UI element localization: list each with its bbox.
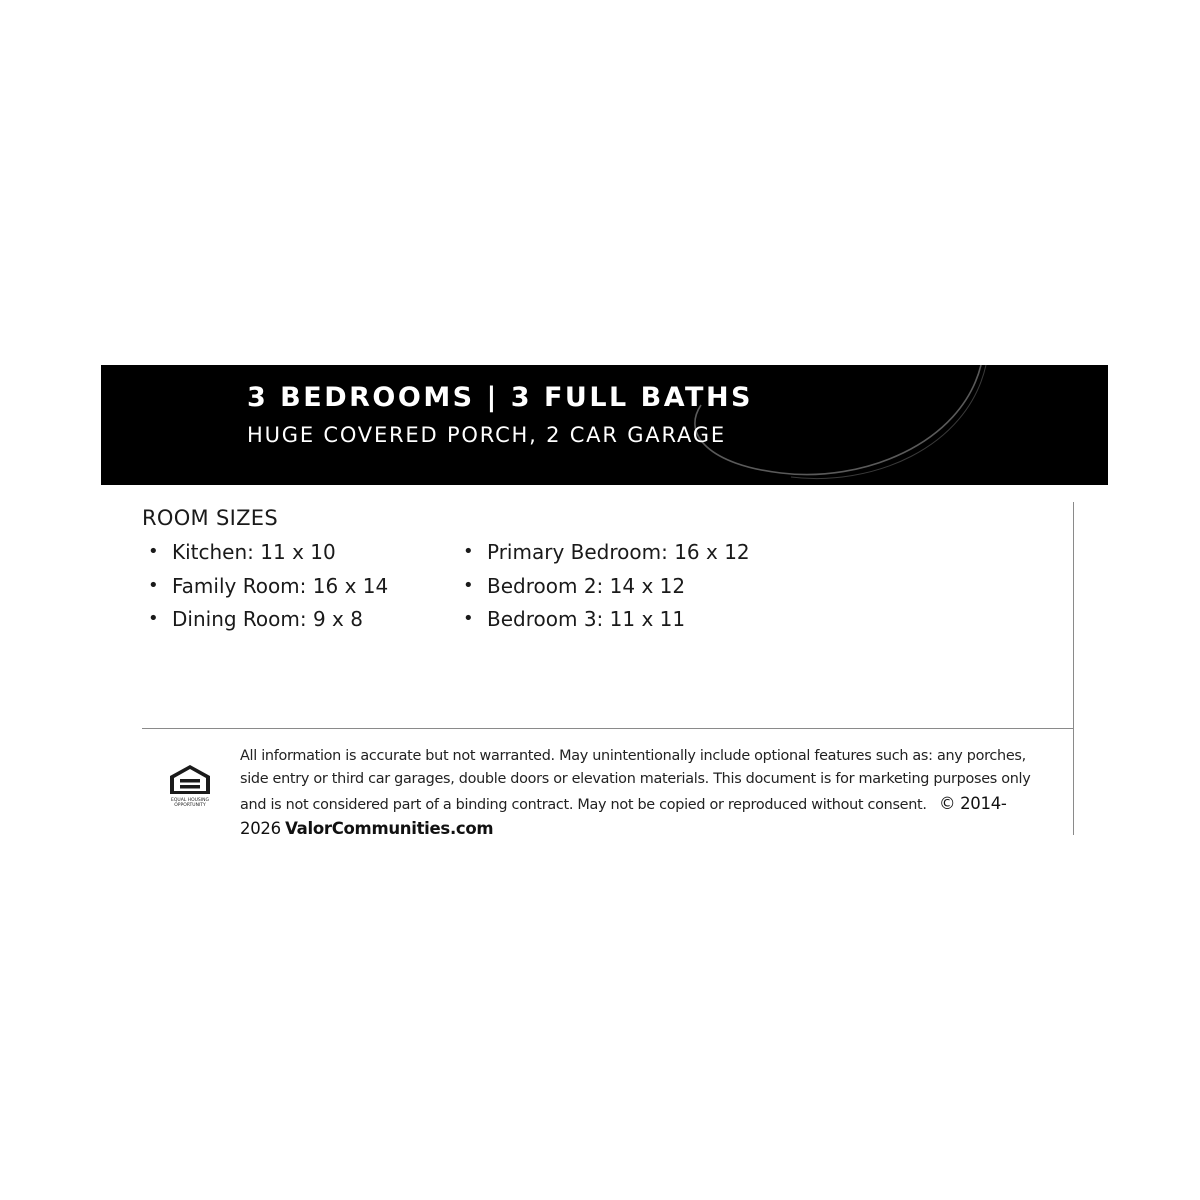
list-item: [148, 605, 388, 639]
bullet-icon: •: [148, 541, 159, 562]
vertical-rule: [1073, 502, 1074, 835]
banner-subtitle: HUGE COVERED PORCH, 2 CAR GARAGE: [247, 423, 726, 447]
room-size-text: Bedroom 3: 11 x 11: [487, 607, 686, 631]
room-size-text: Family Room: 16 x 14: [172, 573, 389, 598]
bullet-icon: •: [148, 574, 159, 596]
list-item: [148, 538, 388, 572]
footer-divider: [142, 728, 1074, 729]
list-item: [463, 605, 750, 639]
list-item: [463, 538, 750, 572]
copyright-notice: © 2014-2026: [240, 793, 1007, 838]
disclaimer-body: All information is accurate but not warranted. May unintentionally include optional features such as: any porches, side entry or third car garages, double doors or elevation materials. This document is for marketing purposes only and is not considered part of a binding contract. May not be copied or reproduced without consent.: [240, 748, 1031, 813]
room-list-left: [148, 538, 388, 639]
room-size-text: Kitchen: 11 x 10: [172, 540, 336, 564]
list-item: [463, 572, 750, 606]
room-list-right: [463, 538, 750, 639]
room-size-text: Dining Room: 9 x 8: [172, 607, 363, 631]
room-size-text: Primary Bedroom: 16 x 12: [487, 540, 750, 564]
bullet-icon: •: [148, 608, 159, 629]
room-size-text: Bedroom 2: 14 x 12: [487, 573, 686, 598]
list-item: [148, 572, 388, 606]
bullet-icon: •: [463, 608, 474, 629]
room-sizes-heading: ROOM SIZES: [142, 506, 278, 530]
disclaimer-text: [240, 745, 1040, 842]
equal-housing-caption: EQUAL HOUSING OPPORTUNITY: [171, 798, 209, 808]
website-link[interactable]: ValorCommunities.com: [285, 818, 494, 838]
banner-title: 3 BEDROOMS | 3 FULL BATHS: [247, 382, 753, 413]
bullet-icon: •: [463, 541, 474, 562]
bullet-icon: •: [463, 574, 474, 596]
header-banner: [101, 365, 1108, 485]
